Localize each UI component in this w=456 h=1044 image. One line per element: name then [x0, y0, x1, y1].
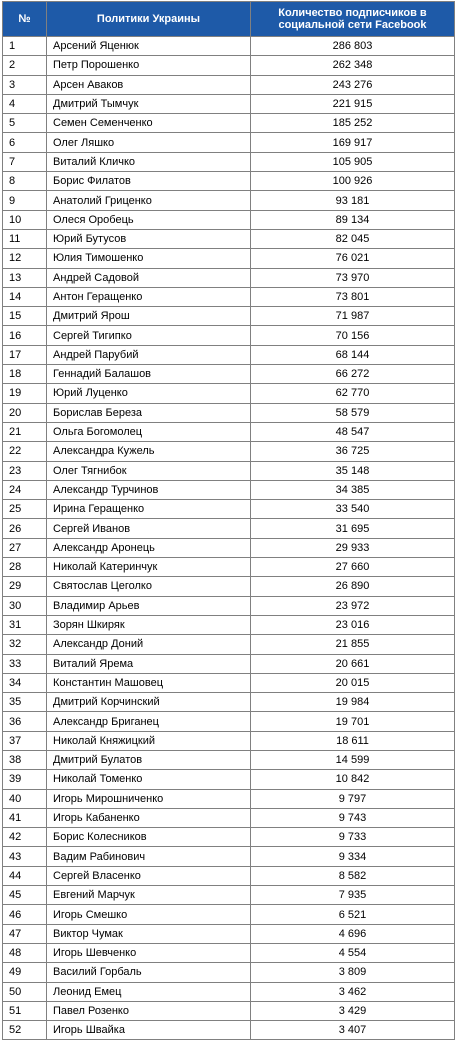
table-row	[3, 114, 455, 133]
politician-name: Николай Томенко	[47, 770, 251, 789]
row-number: 18	[3, 365, 47, 384]
table-row	[3, 365, 455, 384]
politician-name: Александра Кужель	[47, 442, 251, 461]
row-number: 7	[3, 152, 47, 171]
subscriber-count: 70 156	[251, 326, 455, 345]
row-number: 34	[3, 673, 47, 692]
politician-name: Игорь Шевченко	[47, 943, 251, 962]
row-number: 47	[3, 924, 47, 943]
header-subscribers: Количество подписчиков в социальной сети Facebook	[251, 2, 455, 37]
subscriber-count: 262 348	[251, 56, 455, 75]
politician-name: Дмитрий Ярош	[47, 307, 251, 326]
table-row	[3, 963, 455, 982]
row-number: 5	[3, 114, 47, 133]
table-header-row	[3, 2, 455, 37]
table-row	[3, 770, 455, 789]
politician-name: Юрий Бутусов	[47, 229, 251, 248]
politician-name: Виталий Кличко	[47, 152, 251, 171]
subscriber-count: 31 695	[251, 519, 455, 538]
subscriber-count: 286 803	[251, 37, 455, 56]
row-number: 17	[3, 345, 47, 364]
politician-name: Антон Геращенко	[47, 287, 251, 306]
politician-name: Юрий Луценко	[47, 384, 251, 403]
subscriber-count: 93 181	[251, 191, 455, 210]
row-number: 16	[3, 326, 47, 345]
politician-name: Олег Тягнибок	[47, 461, 251, 480]
subscriber-count: 4 554	[251, 943, 455, 962]
row-number: 26	[3, 519, 47, 538]
politician-name: Юлия Тимошенко	[47, 249, 251, 268]
table-row	[3, 172, 455, 191]
subscriber-count: 19 701	[251, 712, 455, 731]
table-row	[3, 538, 455, 557]
politician-name: Олег Ляшко	[47, 133, 251, 152]
table-row	[3, 326, 455, 345]
table-row	[3, 519, 455, 538]
row-number: 44	[3, 866, 47, 885]
table-row	[3, 558, 455, 577]
subscriber-count: 62 770	[251, 384, 455, 403]
table-row	[3, 886, 455, 905]
row-number: 30	[3, 596, 47, 615]
politician-name: Игорь Смешко	[47, 905, 251, 924]
subscriber-count: 26 890	[251, 577, 455, 596]
row-number: 8	[3, 172, 47, 191]
politician-name: Борислав Береза	[47, 403, 251, 422]
table-row	[3, 847, 455, 866]
politician-name: Арсений Яценюк	[47, 37, 251, 56]
politician-name: Николай Катеринчук	[47, 558, 251, 577]
table-row	[3, 615, 455, 634]
subscriber-count: 48 547	[251, 422, 455, 441]
politician-name: Святослав Цеголко	[47, 577, 251, 596]
table-row	[3, 712, 455, 731]
table-row	[3, 210, 455, 229]
table-row	[3, 384, 455, 403]
table-row	[3, 152, 455, 171]
subscriber-count: 36 725	[251, 442, 455, 461]
row-number: 52	[3, 1021, 47, 1040]
row-number: 25	[3, 500, 47, 519]
table-row	[3, 1001, 455, 1020]
subscriber-count: 3 429	[251, 1001, 455, 1020]
row-number: 19	[3, 384, 47, 403]
subscriber-count: 14 599	[251, 750, 455, 769]
row-number: 15	[3, 307, 47, 326]
table-row	[3, 750, 455, 769]
table-row	[3, 307, 455, 326]
table-row	[3, 789, 455, 808]
table-row	[3, 287, 455, 306]
politician-name: Виталий Ярема	[47, 654, 251, 673]
table-row	[3, 673, 455, 692]
politician-name: Леонид Емец	[47, 982, 251, 1001]
politician-name: Игорь Мирошниченко	[47, 789, 251, 808]
row-number: 3	[3, 75, 47, 94]
table-row	[3, 75, 455, 94]
table-row	[3, 635, 455, 654]
row-number: 48	[3, 943, 47, 962]
subscriber-count: 76 021	[251, 249, 455, 268]
table-row	[3, 133, 455, 152]
row-number: 31	[3, 615, 47, 634]
table-row	[3, 866, 455, 885]
row-number: 42	[3, 828, 47, 847]
row-number: 32	[3, 635, 47, 654]
subscriber-count: 3 462	[251, 982, 455, 1001]
row-number: 9	[3, 191, 47, 210]
table-row	[3, 94, 455, 113]
politician-name: Сергей Тигипко	[47, 326, 251, 345]
row-number: 11	[3, 229, 47, 248]
table-row	[3, 345, 455, 364]
subscriber-count: 20 015	[251, 673, 455, 692]
row-number: 10	[3, 210, 47, 229]
table-row	[3, 693, 455, 712]
politician-name: Виктор Чумак	[47, 924, 251, 943]
table-body	[3, 37, 455, 1040]
subscriber-count: 89 134	[251, 210, 455, 229]
politicians-facebook-table-container	[2, 1, 454, 1040]
row-number: 28	[3, 558, 47, 577]
subscriber-count: 6 521	[251, 905, 455, 924]
subscriber-count: 100 926	[251, 172, 455, 191]
politician-name: Андрей Садовой	[47, 268, 251, 287]
table-row	[3, 943, 455, 962]
subscriber-count: 33 540	[251, 500, 455, 519]
politician-name: Дмитрий Тымчук	[47, 94, 251, 113]
row-number: 49	[3, 963, 47, 982]
row-number: 41	[3, 808, 47, 827]
row-number: 1	[3, 37, 47, 56]
table-row	[3, 1021, 455, 1040]
subscriber-count: 169 917	[251, 133, 455, 152]
subscriber-count: 221 915	[251, 94, 455, 113]
table-row	[3, 403, 455, 422]
subscriber-count: 9 334	[251, 847, 455, 866]
subscriber-count: 185 252	[251, 114, 455, 133]
subscriber-count: 105 905	[251, 152, 455, 171]
politician-name: Сергей Иванов	[47, 519, 251, 538]
row-number: 20	[3, 403, 47, 422]
subscriber-count: 9 733	[251, 828, 455, 847]
subscriber-count: 3 407	[251, 1021, 455, 1040]
politician-name: Олеся Оробець	[47, 210, 251, 229]
table-row	[3, 191, 455, 210]
subscriber-count: 34 385	[251, 480, 455, 499]
subscriber-count: 58 579	[251, 403, 455, 422]
politician-name: Игорь Кабаненко	[47, 808, 251, 827]
politician-name: Константин Машовец	[47, 673, 251, 692]
subscriber-count: 23 016	[251, 615, 455, 634]
row-number: 4	[3, 94, 47, 113]
row-number: 45	[3, 886, 47, 905]
politician-name: Игорь Швайка	[47, 1021, 251, 1040]
table-row	[3, 480, 455, 499]
subscriber-count: 3 809	[251, 963, 455, 982]
subscriber-count: 66 272	[251, 365, 455, 384]
row-number: 37	[3, 731, 47, 750]
subscriber-count: 20 661	[251, 654, 455, 673]
politician-name: Василий Горбаль	[47, 963, 251, 982]
row-number: 35	[3, 693, 47, 712]
subscriber-count: 68 144	[251, 345, 455, 364]
politician-name: Александр Турчинов	[47, 480, 251, 499]
politician-name: Ирина Геращенко	[47, 500, 251, 519]
table-row	[3, 56, 455, 75]
subscriber-count: 10 842	[251, 770, 455, 789]
politician-name: Владимир Арьев	[47, 596, 251, 615]
row-number: 24	[3, 480, 47, 499]
table-row	[3, 249, 455, 268]
row-number: 13	[3, 268, 47, 287]
politicians-facebook-table	[2, 1, 455, 1040]
politician-name: Зорян Шкиряк	[47, 615, 251, 634]
politician-name: Геннадий Балашов	[47, 365, 251, 384]
header-number: №	[3, 2, 47, 37]
politician-name: Павел Розенко	[47, 1001, 251, 1020]
row-number: 12	[3, 249, 47, 268]
row-number: 6	[3, 133, 47, 152]
table-row	[3, 229, 455, 248]
politician-name: Анатолий Гриценко	[47, 191, 251, 210]
subscriber-count: 73 970	[251, 268, 455, 287]
row-number: 21	[3, 422, 47, 441]
table-row	[3, 982, 455, 1001]
row-number: 38	[3, 750, 47, 769]
subscriber-count: 4 696	[251, 924, 455, 943]
politician-name: Николай Княжицкий	[47, 731, 251, 750]
row-number: 27	[3, 538, 47, 557]
row-number: 29	[3, 577, 47, 596]
subscriber-count: 35 148	[251, 461, 455, 480]
politician-name: Сергей Власенко	[47, 866, 251, 885]
subscriber-count: 7 935	[251, 886, 455, 905]
row-number: 14	[3, 287, 47, 306]
subscriber-count: 73 801	[251, 287, 455, 306]
row-number: 50	[3, 982, 47, 1001]
table-row	[3, 422, 455, 441]
politician-name: Александр Доний	[47, 635, 251, 654]
subscriber-count: 19 984	[251, 693, 455, 712]
politician-name: Александр Аронець	[47, 538, 251, 557]
table-row	[3, 731, 455, 750]
table-row	[3, 37, 455, 56]
header-politicians: Политики Украины	[47, 2, 251, 37]
subscriber-count: 82 045	[251, 229, 455, 248]
politician-name: Петр Порошенко	[47, 56, 251, 75]
row-number: 2	[3, 56, 47, 75]
table-row	[3, 461, 455, 480]
politician-name: Вадим Рабинович	[47, 847, 251, 866]
table-row	[3, 924, 455, 943]
subscriber-count: 21 855	[251, 635, 455, 654]
politician-name: Ольга Богомолец	[47, 422, 251, 441]
politician-name: Дмитрий Булатов	[47, 750, 251, 769]
row-number: 22	[3, 442, 47, 461]
politician-name: Борис Филатов	[47, 172, 251, 191]
row-number: 36	[3, 712, 47, 731]
subscriber-count: 8 582	[251, 866, 455, 885]
politician-name: Арсен Аваков	[47, 75, 251, 94]
table-row	[3, 268, 455, 287]
row-number: 40	[3, 789, 47, 808]
table-row	[3, 500, 455, 519]
politician-name: Евгений Марчук	[47, 886, 251, 905]
table-row	[3, 808, 455, 827]
table-row	[3, 442, 455, 461]
row-number: 46	[3, 905, 47, 924]
subscriber-count: 18 611	[251, 731, 455, 750]
subscriber-count: 29 933	[251, 538, 455, 557]
politician-name: Дмитрий Корчинский	[47, 693, 251, 712]
subscriber-count: 27 660	[251, 558, 455, 577]
table-row	[3, 828, 455, 847]
politician-name: Александр Бриганец	[47, 712, 251, 731]
row-number: 43	[3, 847, 47, 866]
subscriber-count: 243 276	[251, 75, 455, 94]
row-number: 51	[3, 1001, 47, 1020]
table-row	[3, 654, 455, 673]
row-number: 23	[3, 461, 47, 480]
table-row	[3, 905, 455, 924]
row-number: 39	[3, 770, 47, 789]
politician-name: Семен Семенченко	[47, 114, 251, 133]
subscriber-count: 9 743	[251, 808, 455, 827]
politician-name: Борис Колесников	[47, 828, 251, 847]
table-row	[3, 596, 455, 615]
politician-name: Андрей Парубий	[47, 345, 251, 364]
row-number: 33	[3, 654, 47, 673]
subscriber-count: 71 987	[251, 307, 455, 326]
table-row	[3, 577, 455, 596]
subscriber-count: 9 797	[251, 789, 455, 808]
subscriber-count: 23 972	[251, 596, 455, 615]
